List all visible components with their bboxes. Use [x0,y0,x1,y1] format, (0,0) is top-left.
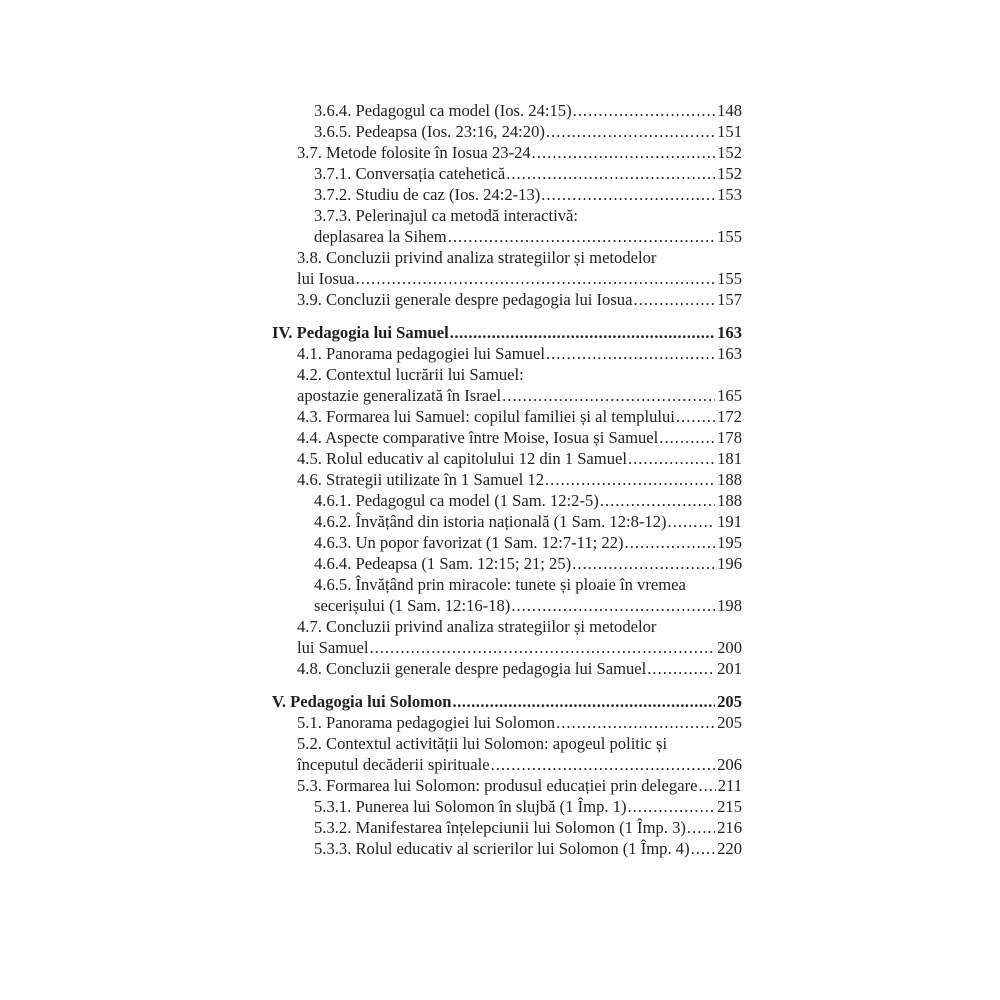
toc-entry-page: 163 [717,344,742,363]
toc-entry-title: 4.5. Rolul educativ al capitolului 12 din 1 Samuel [297,449,627,468]
toc-entry-page: 181 [717,449,742,468]
toc-entry-page: 188 [717,491,742,510]
toc-entry-page: 196 [717,554,742,573]
toc-entry[interactable] [272,205,742,247]
toc-entry-title: 3.9. Concluzii generale despre pedagogia lui Iosua [297,290,633,309]
dot-leader [545,469,715,490]
toc-entry-page: 205 [717,713,742,732]
toc-entry[interactable] [272,574,742,616]
toc-entry-first-line: 4.2. Contextul lucrării lui Samuel: [297,365,524,384]
toc-entry-page: 198 [717,596,742,615]
toc-entry-title: 4.6.2. Învățând din istoria națională (1 Sam. 12:8-12) [314,512,667,531]
toc-entry-page: 152 [717,164,742,183]
toc-entry-first-line: 3.8. Concluzii privind analiza strategiilor și metodelor [297,248,657,267]
dot-leader [448,226,715,247]
toc-entry[interactable] [272,364,742,406]
toc-entry[interactable] [272,553,742,574]
toc-entry[interactable] [272,406,742,427]
toc-entry-page: 178 [717,428,742,447]
toc-entry[interactable] [272,121,742,142]
toc-entry[interactable] [272,733,742,775]
toc-entry[interactable] [272,775,742,796]
toc-entry-title: deplasarea la Sihem [314,227,447,246]
dot-leader [546,121,715,142]
toc-entry-title: 3.7. Metode folosite în Iosua 23-24 [297,143,531,162]
toc-entry-page: 191 [717,512,742,531]
toc-entry[interactable] [272,712,742,733]
toc-entry-page: 216 [717,818,742,837]
toc-entry[interactable] [272,289,742,310]
toc-chapter-page: 163 [717,323,742,342]
toc-entry-title: 5.3.2. Manifestarea înțelepciunii lui Solomon (1 Împ. 3) [314,818,686,837]
toc-entry-title: lui Iosua [297,269,355,288]
toc-entry-first-line: 5.2. Contextul activității lui Solomon: apogeul politic și [297,734,668,753]
table-of-contents [272,100,742,859]
toc-entry[interactable] [272,142,742,163]
dot-leader [659,427,715,448]
toc-entry-title: 5.3. Formarea lui Solomon: produsul educației prin delegare [297,776,698,795]
dot-leader [600,490,715,511]
toc-entry[interactable] [272,532,742,553]
dot-leader [532,142,715,163]
toc-entry-page: 165 [717,386,742,405]
toc-entry-page: 195 [717,533,742,552]
toc-entry-title: 3.7.1. Conversația catehetică [314,164,506,183]
dot-leader [573,100,715,121]
dot-leader [369,637,715,658]
dot-leader [546,343,715,364]
toc-entry-page: 157 [717,290,742,309]
toc-entry[interactable] [272,100,742,121]
toc-entry-title: apostazie generalizată în Israel [297,386,502,405]
toc-entry-title: 3.6.4. Pedagogul ca model (Ios. 24:15) [314,101,572,120]
toc-entry-first-line: 4.7. Concluzii privind analiza strategiilor și metodelor [297,617,657,636]
toc-entry-title: 4.6.1. Pedagogul ca model (1 Sam. 12:2-5) [314,491,599,510]
dot-leader [676,406,715,427]
toc-entry-page: 211 [717,776,742,795]
dot-leader [647,658,715,679]
dot-leader [668,511,716,532]
toc-entry-page: 152 [717,143,742,162]
toc-entry-title: 4.3. Formarea lui Samuel: copilul familiei și al templului [297,407,675,426]
toc-entry-title: 3.6.5. Pedeapsa (Ios. 23:16, 24:20) [314,122,545,141]
toc-entry-page: 215 [717,797,742,816]
toc-entry[interactable] [272,448,742,469]
toc-entry-page: 151 [717,122,742,141]
dot-leader [698,775,715,796]
toc-entry-first-line: 4.6.5. Învățând prin miracole: tunete și ploaie în vremea [314,575,686,594]
dot-leader [450,322,715,343]
dot-leader [491,754,716,775]
toc-chapter-title: IV. Pedagogia lui Samuel [272,323,449,342]
toc-entry[interactable] [272,427,742,448]
toc-entry-title: începutul decăderii spirituale [297,755,490,774]
toc-entry-page: 172 [717,407,742,426]
toc-entry-title: 5.3.3. Rolul educativ al scrierilor lui Solomon (1 Împ. 4) [314,839,690,858]
toc-chapter-page: 205 [717,692,742,711]
dot-leader [556,712,715,733]
toc-entry-page: 153 [717,185,742,204]
toc-entry-page: 155 [717,269,742,288]
dot-leader [691,838,716,859]
dot-leader [356,268,716,289]
toc-entry-page: 201 [717,659,742,678]
toc-entry[interactable] [272,469,742,490]
dot-leader [511,595,715,616]
toc-entry-page: 148 [717,101,742,120]
toc-entry[interactable] [272,163,742,184]
toc-entry[interactable] [272,838,742,859]
dot-leader [506,163,715,184]
toc-entry-page: 188 [717,470,742,489]
toc-entry-title: 4.1. Panorama pedagogiei lui Samuel [297,344,545,363]
toc-entry-first-line: 3.7.3. Pelerinajul ca metodă interactivă: [314,206,579,225]
dot-leader [628,448,715,469]
toc-entry-title: 3.7.2. Studiu de caz (Ios. 24:2-13) [314,185,541,204]
dot-leader [687,817,715,838]
dot-leader [572,553,715,574]
dot-leader [633,289,715,310]
toc-entry-title: 4.4. Aspecte comparative între Moise, Iosua și Samuel [297,428,659,447]
toc-entry[interactable] [272,817,742,838]
dot-leader [628,796,716,817]
toc-entry[interactable] [272,796,742,817]
toc-entry[interactable] [272,247,742,289]
toc-entry[interactable] [272,343,742,364]
toc-entry-page: 206 [717,755,742,774]
toc-entry-title: 4.6.3. Un popor favorizat (1 Sam. 12:7-11; 22) [314,533,624,552]
toc-entry-page: 220 [717,839,742,858]
toc-entry-title: 4.6.4. Pedeapsa (1 Sam. 12:15; 21; 25) [314,554,572,573]
toc-entry-title: 5.1. Panorama pedagogiei lui Solomon [297,713,556,732]
toc-entry-title: 4.6. Strategii utilizate în 1 Samuel 12 [297,470,545,489]
toc-entry[interactable] [272,616,742,658]
toc-entry-title: secerișului (1 Sam. 12:16-18) [314,596,511,615]
toc-entry-page: 155 [717,227,742,246]
dot-leader [453,691,716,712]
toc-entry[interactable] [272,658,742,679]
toc-chapter[interactable] [272,322,742,343]
dot-leader [541,184,715,205]
toc-chapter-title: V. Pedagogia lui Solomon [272,692,452,711]
toc-entry[interactable] [272,511,742,532]
dot-leader [625,532,716,553]
toc-entry[interactable] [272,490,742,511]
toc-entry-title: lui Samuel [297,638,369,657]
toc-entry-title: 4.8. Concluzii generale despre pedagogia lui Samuel [297,659,647,678]
dot-leader [502,385,715,406]
toc-entry-page: 200 [717,638,742,657]
toc-chapter[interactable] [272,691,742,712]
toc-entry[interactable] [272,184,742,205]
toc-entry-title: 5.3.1. Punerea lui Solomon în slujbă (1 Împ. 1) [314,797,627,816]
